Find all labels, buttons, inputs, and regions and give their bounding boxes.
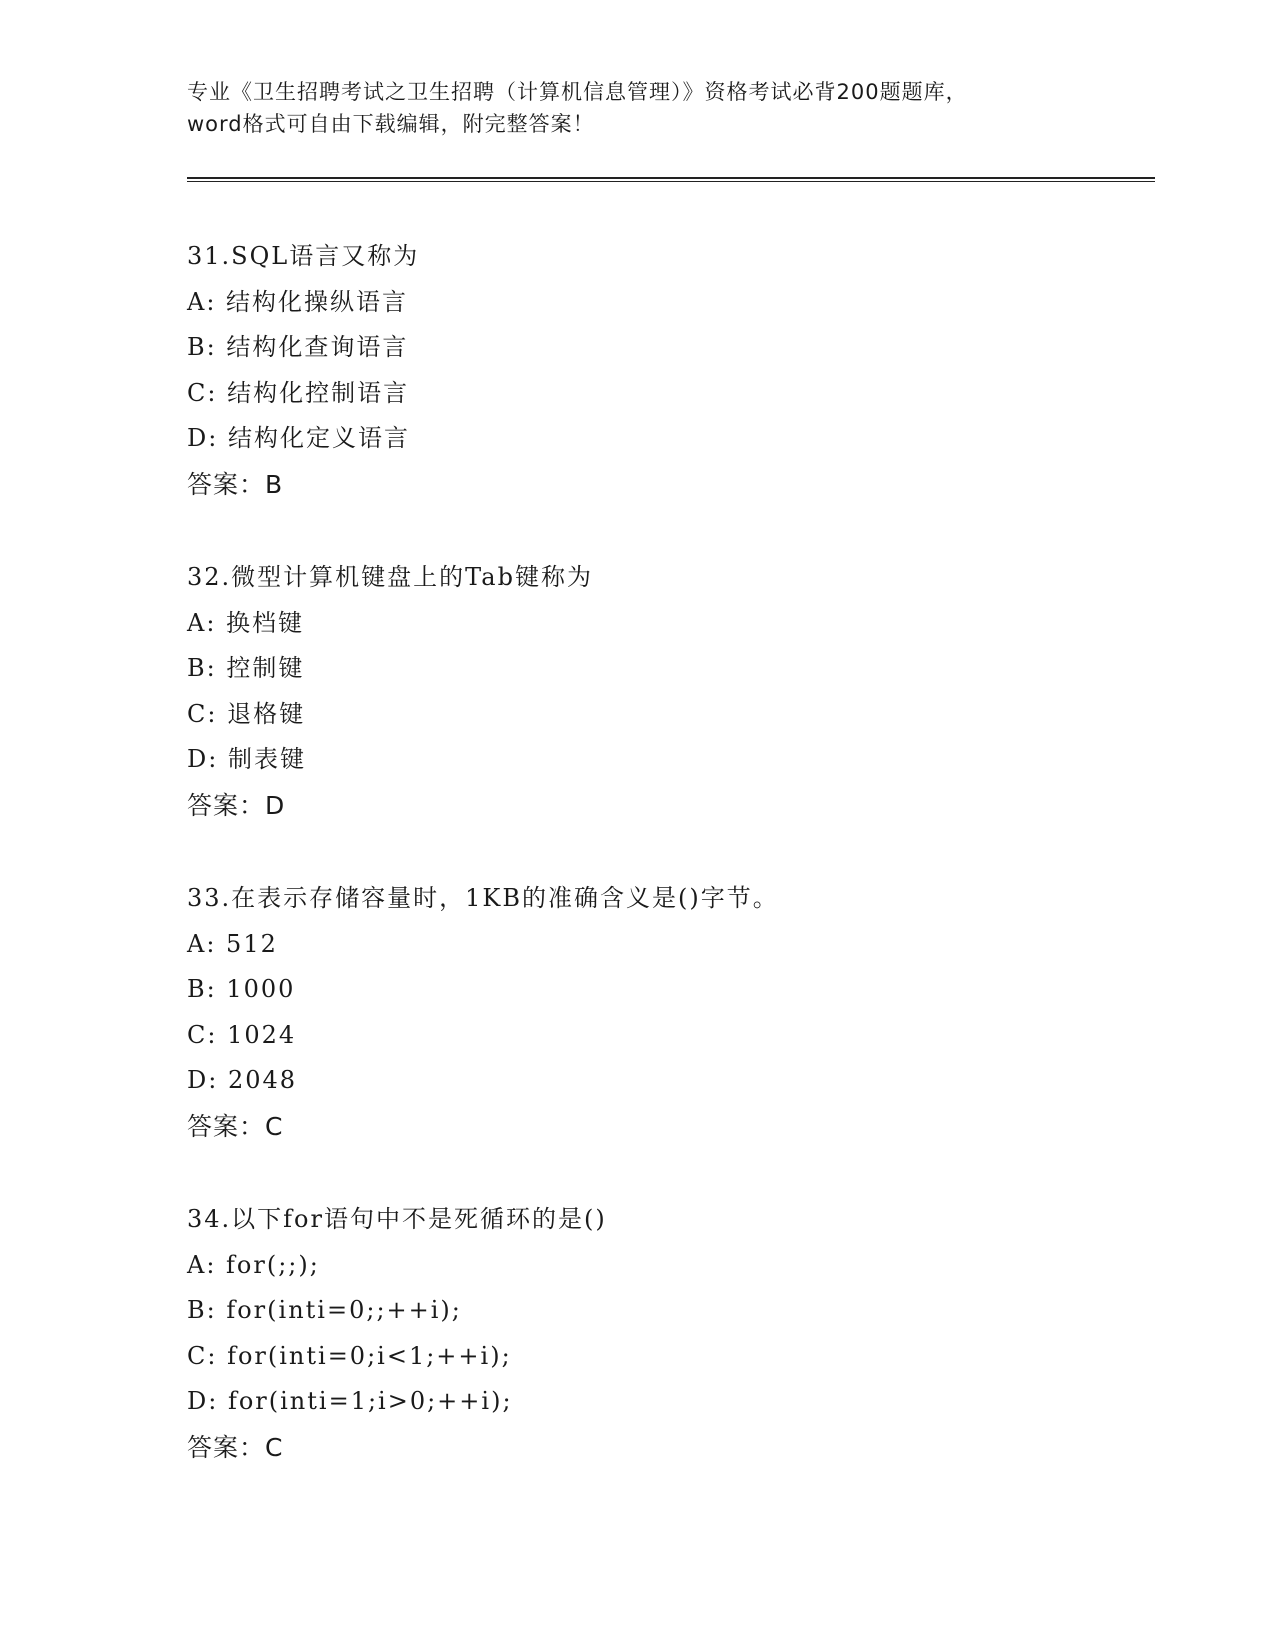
answer-line: 答案：C — [187, 1111, 284, 1141]
option-d: D: 制表键 — [187, 745, 306, 773]
answer-line: 答案：D — [187, 790, 286, 820]
question-list — [187, 234, 1147, 1518]
option-a: A: 换档键 — [187, 608, 305, 637]
option-d: D: 2048 — [187, 1066, 298, 1094]
document-header — [187, 76, 1067, 140]
question-32 — [187, 555, 1147, 828]
header-divider — [187, 177, 1155, 182]
header-line-2: word格式可自由下载编辑，附完整答案！ — [187, 112, 595, 136]
question-33 — [187, 876, 1147, 1149]
option-c: C: 退格键 — [187, 699, 306, 728]
option-a: A: 结构化操纵语言 — [187, 287, 409, 316]
option-b: B: 结构化查询语言 — [187, 333, 409, 361]
option-c: C: 1024 — [187, 1020, 297, 1049]
option-b: B: for(inti=0;;++i); — [187, 1296, 462, 1324]
option-b: B: 控制键 — [187, 654, 305, 682]
option-a: A: 512 — [187, 929, 278, 958]
answer-line: 答案：B — [187, 469, 284, 499]
option-c: C: for(inti=0;i<1;++i); — [187, 1341, 512, 1370]
question-stem: 32.微型计算机键盘上的Tab键称为 — [187, 563, 593, 591]
answer-line: 答案：C — [187, 1432, 284, 1462]
question-31 — [187, 234, 1147, 507]
option-d: D: 结构化定义语言 — [187, 424, 410, 452]
question-stem: 34.以下for语句中不是死循环的是() — [187, 1205, 607, 1233]
option-c: C: 结构化控制语言 — [187, 378, 410, 407]
option-b: B: 1000 — [187, 975, 296, 1003]
question-stem: 33.在表示存储容量时，1KB的准确含义是()字节。 — [187, 884, 779, 912]
header-line-1: 专业《卫生招聘考试之卫生招聘（计算机信息管理）》资格考试必背200题题库， — [187, 80, 968, 104]
question-stem: 31.SQL语言又称为 — [187, 242, 420, 270]
question-34 — [187, 1197, 1147, 1470]
option-d: D: for(inti=1;i>0;++i); — [187, 1387, 513, 1415]
option-a: A: for(;;); — [187, 1250, 320, 1279]
